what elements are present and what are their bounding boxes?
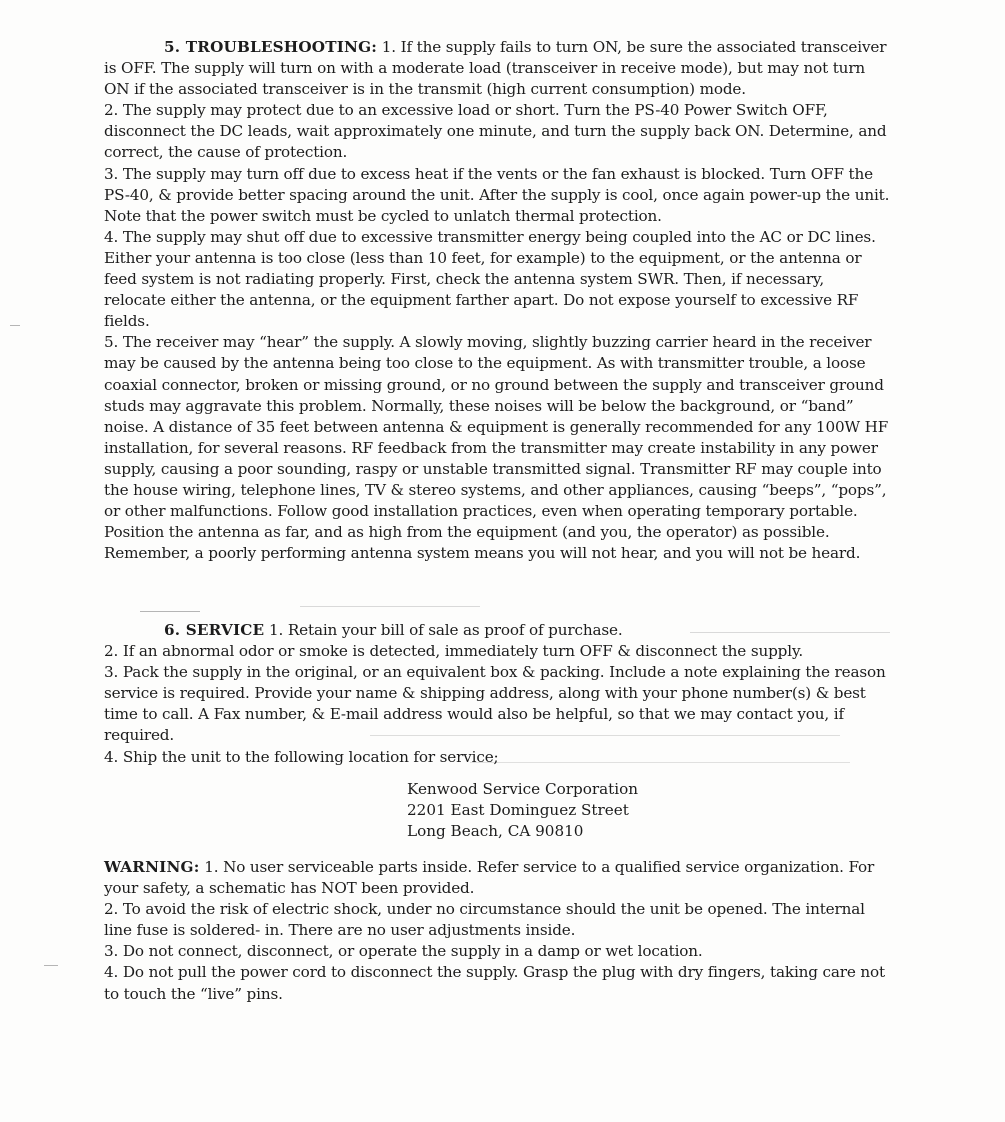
warning-heading: WARNING: [104,858,200,876]
warning-item-3: 3. Do not connect, disconnect, or operate the supply in a damp or wet location. [104,942,703,961]
troubleshooting-item-1-text: 1. If the supply fails to turn ON, be sure the associated transceiver is OFF. The supply will turn on with a moderate load (transceiver in receive mode), but may not turn ON if the associated transceiver is in the transmit (high current consumption) mode. [104,38,887,99]
warning-item-1 [104,857,890,899]
service-item-4: 4. Ship the unit to the following location for service; [104,747,499,766]
scan-artifact [140,611,200,612]
troubleshooting-section [104,37,890,564]
warning-section [104,857,890,1005]
troubleshooting-item-4: 4. The supply may shut off due to excessive transmitter energy being coupled into the AC or DC lines. Either your antenna is too close (less than 10 feet, for example) to the equipment, or the antenna or feed system is not radiating properly. First, check the antenna system SWR. Then, if necessary, relocate either the antenna, or the equipment farther apart. Do not expose yourself to excessive RF fields. [104,227,876,331]
service-item-2: 2. If an abnormal odor or smoke is detected, immediately turn OFF & disconnect the supply. [104,642,804,661]
troubleshooting-item-5: 5. The receiver may “hear” the supply. A slowly moving, slightly buzzing carrier heard in the receiver may be caused by the antenna being too close to the equipment. As with transmitter trouble, a loose coaxial connector, broken or missing ground, or no ground between the supply and transceiver ground studs may aggravate this problem. Normally, these noises will be below the background, or “band” noise. A distance of 35 feet between antenna & equipment is generally recommended for any 100W HF installation, for several reasons. RF feedback from the transmitter may create instability in any power supply, causing a poor sounding, raspy or unstable transmitted signal. Transmitter RF may couple into the house wiring, telephone lines, TV & stereo systems, and other appliances, causing “beeps”, “pops”, or other malfunctions. Follow good installation practices, even when operating temporary portable. Position the antenna as far, and as high from the equipment (and you, the operator) as possible. Remember, a poorly performing antenna system means you will not hear, and you will not be heard. [104,333,889,563]
service-item-1-text: 1. Retain your bill of sale as proof of purchase. [264,621,623,639]
troubleshooting-item-2: 2. The supply may protect due to an excessive load or short. Turn the PS-40 Power Switch OFF, disconnect the DC leads, wait approximately one minute, and turn the supply back ON. Determine, and correct, the cause of protection. [104,101,887,162]
troubleshooting-item-1 [104,37,890,100]
service-heading: 6. SERVICE [164,621,265,639]
service-item-1 [104,620,890,641]
service-item-3: 3. Pack the supply in the original, or an equivalent box & packing. Include a note explaining the reason service is required. Provide your name & shipping address, along with your phone number(s) & best time to call. A Fax number, & E-mail address would also be helpful, so that we may contact you, if required. [104,663,886,745]
scan-artifact [300,606,480,607]
address-city: Long Beach, CA 90810 [407,822,584,840]
address-street: 2201 East Dominguez Street [407,801,629,819]
scan-artifact [44,965,58,966]
warning-item-1-text: 1. No user serviceable parts inside. Refer service to a qualified service organization. For your safety, a schematic has NOT been provided. [104,858,875,898]
scan-artifact [10,325,20,326]
address-company: Kenwood Service Corporation [407,780,639,798]
warning-item-2: 2. To avoid the risk of electric shock, under no circumstance should the unit be opened. The internal line fuse is soldered- in. There are no user adjustments inside. [104,900,865,940]
troubleshooting-item-3: 3. The supply may turn off due to excess heat if the vents or the fan exhaust is blocked. Turn OFF the PS-40, & provide better spacing around the unit. After the supply is cool, once again power-up the unit. Note that the power switch must be cycled to unlatch thermal protection. [104,164,890,225]
warning-item-4: 4. Do not pull the power cord to disconnect the supply. Grasp the plug with dry fingers, taking care not to touch the “live” pins. [104,963,886,1003]
troubleshooting-heading: 5. TROUBLESHOOTING: [164,38,378,56]
service-section [104,620,890,768]
service-address [407,779,638,842]
